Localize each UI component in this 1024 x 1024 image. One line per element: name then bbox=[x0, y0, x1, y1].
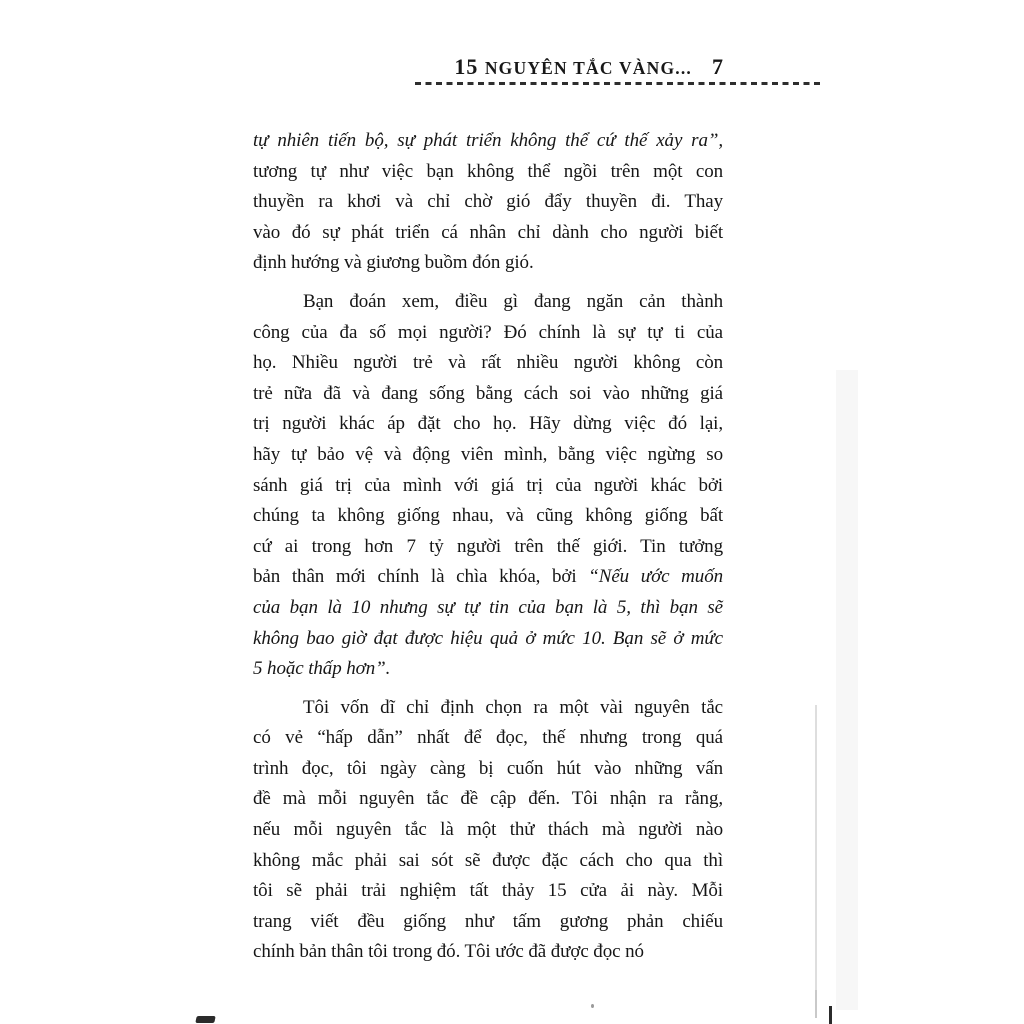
text-line bbox=[253, 157, 723, 188]
italic-text-run: tự nhiên tiến bộ, sự phát triển không thể cứ thế xảy ra”, bbox=[253, 130, 723, 151]
italic-text-run: 5 hoặc thấp hơn”. bbox=[253, 658, 391, 680]
page-number: 7 bbox=[712, 54, 723, 79]
italic-text-run: “Nếu ước muốn bbox=[588, 566, 723, 588]
italic-text-run: của bạn là 10 nhưng sự tự tin của bạn là 5, thì bạn sẽ bbox=[253, 596, 723, 618]
text-line bbox=[253, 409, 723, 440]
text-line bbox=[253, 846, 723, 877]
text-line bbox=[253, 440, 723, 471]
text-run: cứ ai trong hơn 7 tỷ người trên thế giới. Tin tưởng bbox=[253, 535, 723, 557]
running-title-number: 15 bbox=[454, 54, 485, 79]
text-run: trị người khác áp đặt cho họ. Hãy dừng việc đó lại, bbox=[253, 413, 723, 435]
scan-page-edge-line-dark bbox=[815, 990, 817, 1018]
text-line bbox=[253, 784, 723, 815]
text-run: Bạn đoán xem, điều gì đang ngăn cản thành bbox=[303, 290, 723, 312]
text-run: định hướng và giương buồm đón gió. bbox=[253, 252, 534, 274]
text-run: tương tự như việc bạn không thể ngồi trên một con bbox=[253, 160, 723, 182]
running-header bbox=[415, 54, 723, 80]
text-line bbox=[253, 287, 723, 318]
text-run: hãy tự bảo vệ và động viên mình, bằng việc ngừng so bbox=[253, 443, 723, 465]
text-run: tôi sẽ phải trải nghiệm tất thảy 15 cửa ải này. Mỗi bbox=[253, 880, 723, 902]
scan-page-edge-line bbox=[815, 705, 817, 1017]
header-divider-dashed-line bbox=[415, 82, 820, 85]
text-run: Tôi vốn dĩ chỉ định chọn ra một vài nguyên tắc bbox=[303, 696, 723, 718]
text-run: trang viết đều giống như tấm gương phản chiếu bbox=[253, 910, 723, 932]
text-line bbox=[253, 876, 723, 907]
running-title-text: NGUYÊN TẮC VÀNG... bbox=[484, 58, 692, 78]
text-line bbox=[253, 318, 723, 349]
text-run: sánh giá trị của mình với giá trị của người khác bởi bbox=[253, 474, 723, 496]
text-line bbox=[253, 248, 723, 279]
text-run: thuyền ra khơi và chỉ chờ gió đẩy thuyền đi. Thay bbox=[253, 191, 723, 213]
text-line bbox=[253, 348, 723, 379]
paragraph bbox=[253, 693, 723, 968]
text-line bbox=[253, 501, 723, 532]
scan-speck bbox=[591, 1004, 594, 1008]
text-run: không mắc phải sai sót sẽ được đặc cách cho qua thì bbox=[253, 849, 723, 871]
text-line bbox=[253, 723, 723, 754]
text-line bbox=[253, 937, 723, 968]
text-run: có vẻ “hấp dẫn” nhất để đọc, thế nhưng trong quá bbox=[253, 727, 723, 749]
text-line bbox=[253, 693, 723, 724]
text-run: trẻ nữa đã và đang sống bằng cách soi vào những giá bbox=[253, 382, 723, 404]
text-line bbox=[253, 815, 723, 846]
italic-text-run: không bao giờ đạt được hiệu quả ở mức 10. Bạn sẽ ở mức bbox=[253, 627, 723, 649]
text-line bbox=[253, 218, 723, 249]
text-run: họ. Nhiều người trẻ và rất nhiều người không còn bbox=[253, 352, 723, 374]
paragraph bbox=[253, 126, 723, 279]
text-line bbox=[253, 532, 723, 563]
text-line bbox=[253, 593, 723, 624]
scan-mark-bottom-right bbox=[829, 1006, 832, 1024]
text-line bbox=[253, 562, 723, 593]
text-line bbox=[253, 907, 723, 938]
text-line bbox=[253, 624, 723, 655]
text-line bbox=[253, 187, 723, 218]
text-run: nếu mỗi nguyên tắc là một thử thách mà người nào bbox=[253, 819, 723, 841]
text-run: bản thân mới chính là chìa khóa, bởi bbox=[253, 566, 589, 588]
text-run: công của đa số mọi người? Đó chính là sự tự ti của bbox=[253, 321, 723, 343]
text-run: đề mà mỗi nguyên tắc đề cập đến. Tôi nhận ra rằng, bbox=[253, 788, 723, 810]
text-line bbox=[253, 126, 723, 157]
paragraph bbox=[253, 287, 723, 685]
text-line bbox=[253, 471, 723, 502]
scan-shadow-right-margin bbox=[836, 370, 858, 1010]
text-run: chính bản thân tôi trong đó. Tôi ước đã được đọc nó bbox=[253, 941, 644, 963]
text-run: trình đọc, tôi ngày càng bị cuốn hút vào những vấn bbox=[253, 757, 723, 779]
text-line bbox=[253, 654, 723, 685]
text-line bbox=[253, 379, 723, 410]
scan-smudge-bottom-left bbox=[195, 1016, 215, 1023]
page-body-text bbox=[253, 126, 723, 968]
text-line bbox=[253, 754, 723, 785]
text-run: chúng ta không giống nhau, và cũng không giống bất bbox=[253, 505, 723, 527]
running-title bbox=[454, 54, 692, 80]
text-run: vào đó sự phát triển cá nhân chỉ dành cho người biết bbox=[253, 221, 723, 243]
